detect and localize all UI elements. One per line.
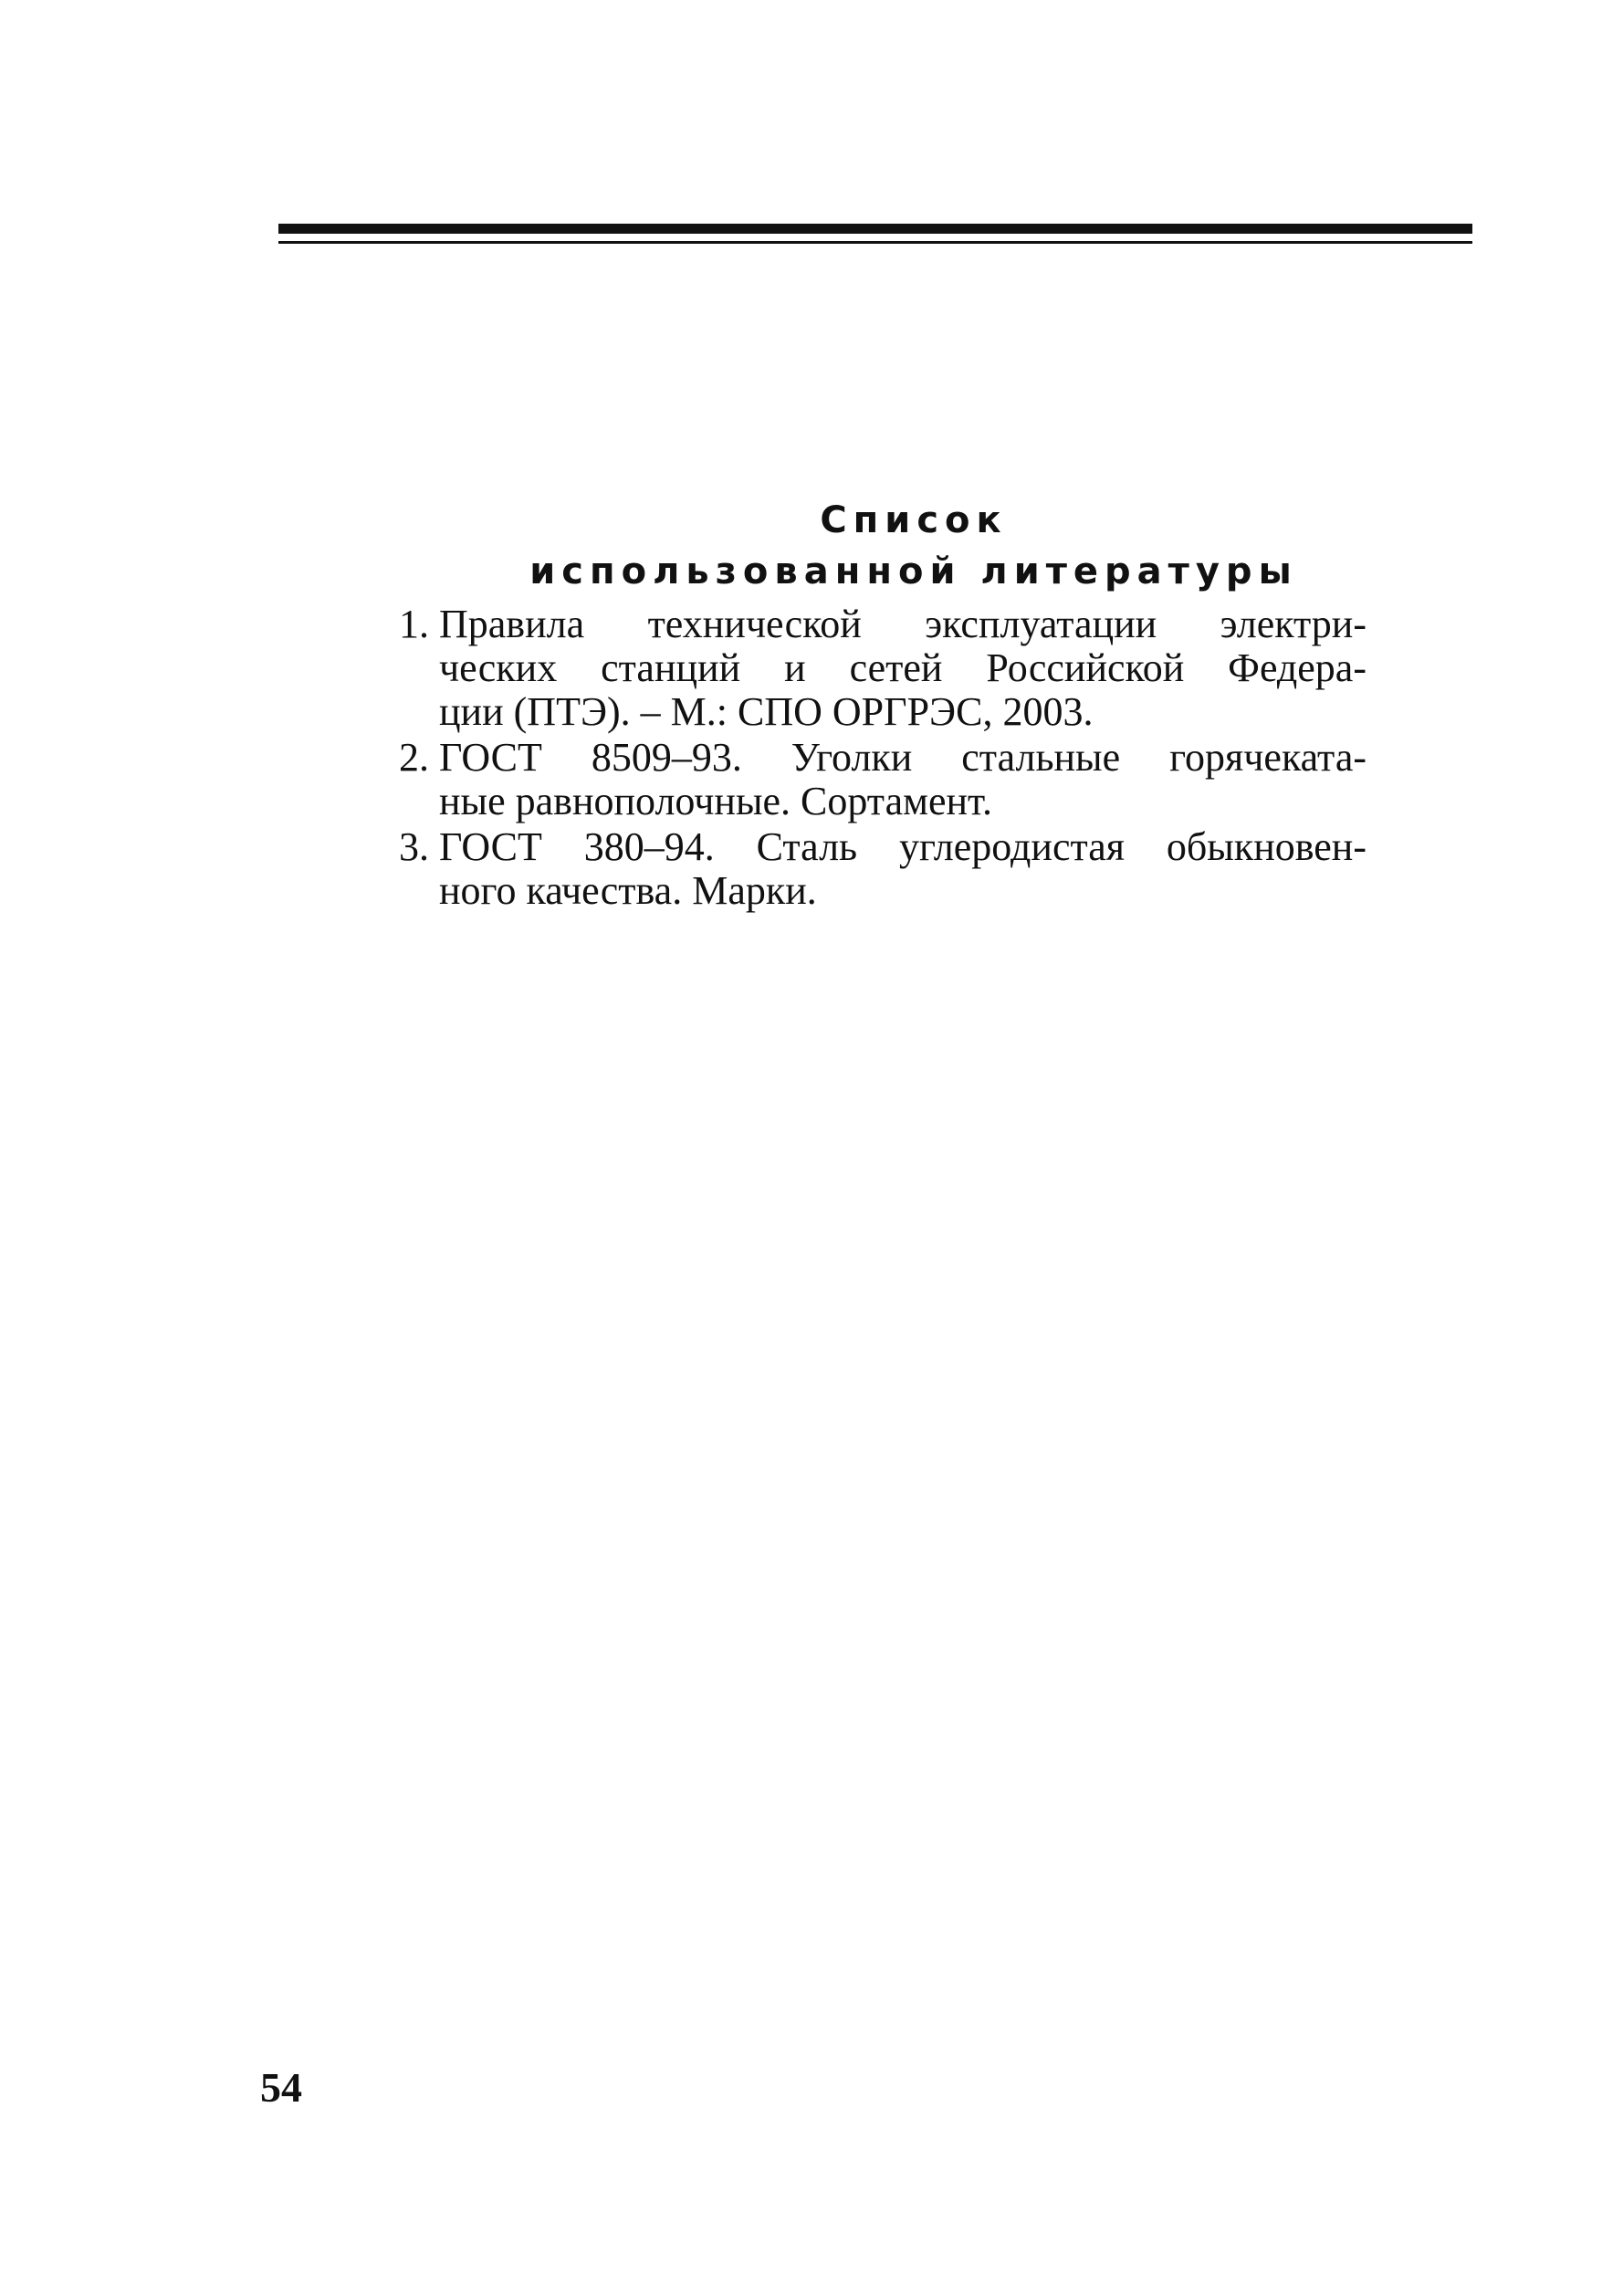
reference-line: ГОСТ 380–94. Сталь углеродистая обыкновен-: [439, 824, 1366, 869]
reference-line: ГОСТ 8509–93. Уголки стальные горячеката-: [439, 735, 1366, 780]
reference-line: ческих станций и сетей Российской Федера-: [439, 645, 1366, 690]
reference-line: ного качества. Марки.: [439, 868, 817, 913]
heading-line-2: использованной литературы: [529, 550, 1298, 592]
reference-item-1: [390, 603, 1366, 734]
section-heading: [393, 495, 1435, 597]
reference-line: Правила технической эксплуатации электри-: [439, 602, 1366, 646]
reference-number: 2.: [399, 735, 429, 780]
reference-number: 1.: [399, 602, 429, 646]
reference-number: 3.: [399, 824, 429, 869]
header-rule-thick: [278, 224, 1472, 234]
reference-item-2: [390, 736, 1366, 823]
heading-line-1: Список: [820, 499, 1008, 541]
reference-list: [390, 603, 1366, 915]
reference-item-3: [390, 825, 1366, 913]
reference-line: ные равнополочные. Сортамент.: [439, 779, 992, 823]
reference-line: ции (ПТЭ). – М.: СПО ОРГРЭС, 2003.: [439, 689, 1094, 734]
header-rule-thin: [278, 241, 1472, 244]
page-number: 54: [260, 2064, 302, 2111]
